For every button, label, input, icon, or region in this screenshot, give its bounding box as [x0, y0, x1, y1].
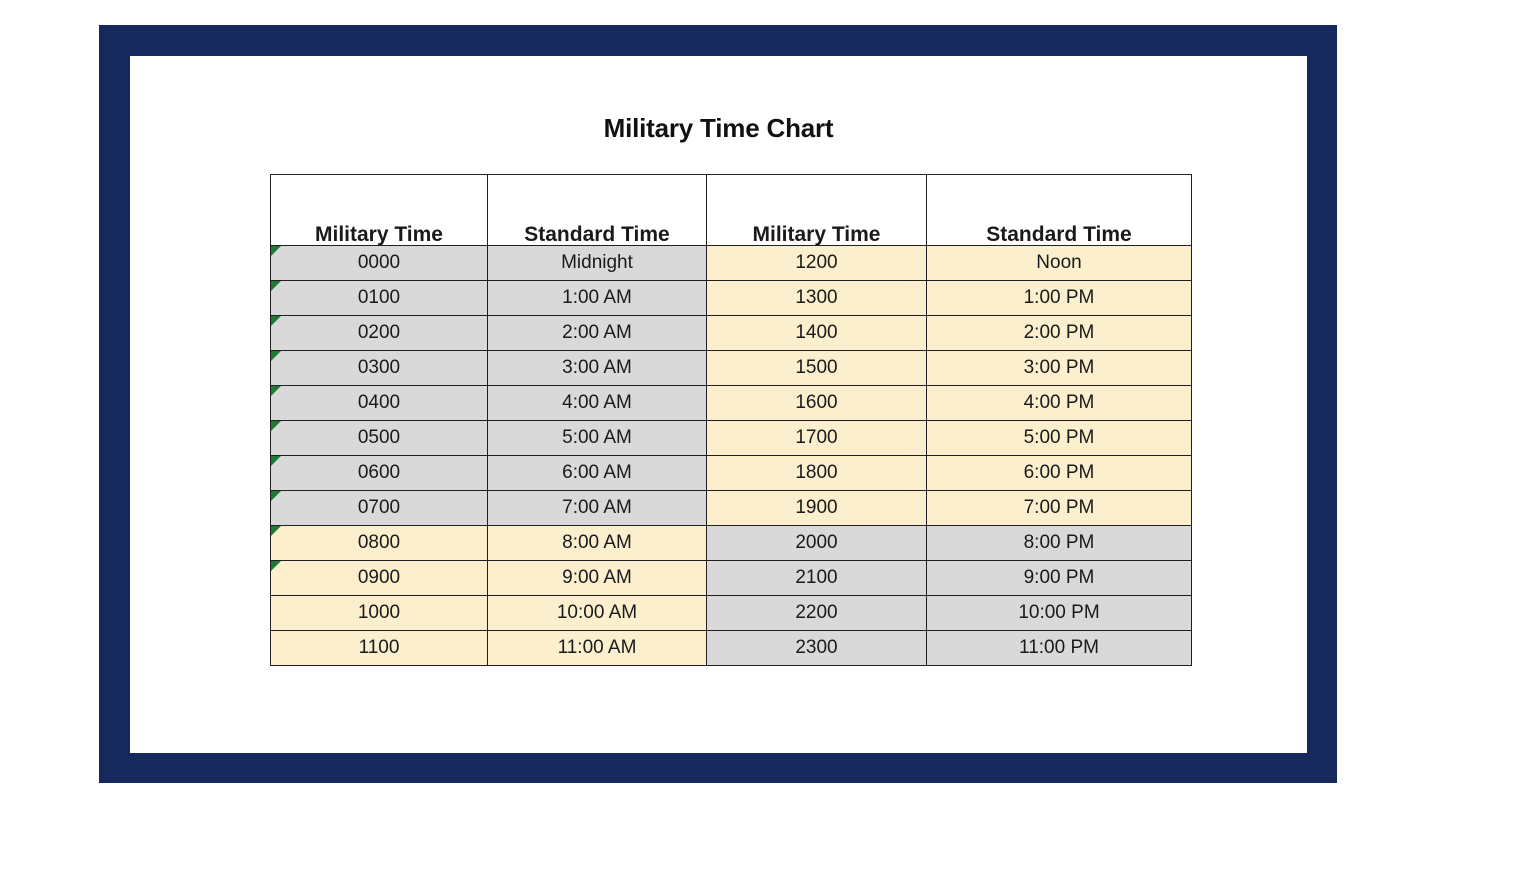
cell-comment-marker-icon	[271, 316, 281, 326]
table-row	[271, 281, 1192, 316]
cell-value: 1000	[357, 602, 401, 623]
military-time-table	[270, 174, 1192, 666]
cell-value: 1700	[795, 427, 838, 448]
cell-value: 8:00 AM	[562, 532, 632, 553]
document-navy-frame	[99, 25, 1337, 783]
cell-value: 11:00 AM	[557, 637, 637, 658]
cell-value: 5:00 AM	[562, 427, 632, 448]
cell-value: 0900	[357, 567, 401, 588]
cell-military-time-pm	[707, 491, 927, 526]
cell-military-time-am	[271, 526, 488, 561]
cell-value: 1900	[795, 497, 838, 518]
cell-standard-time-pm	[927, 456, 1192, 491]
column-header-label: Military Time	[315, 223, 443, 246]
cell-value: 0200	[357, 322, 401, 343]
cell-standard-time-pm	[927, 421, 1192, 456]
cell-value: 0100	[357, 287, 401, 308]
cell-value: 0800	[357, 532, 401, 553]
cell-value: 9:00 AM	[562, 567, 632, 588]
cell-value: 2:00 PM	[1023, 322, 1095, 343]
cell-standard-time-pm	[927, 351, 1192, 386]
cell-value: 1600	[795, 392, 838, 413]
cell-military-time-pm	[707, 386, 927, 421]
cell-military-time-pm	[707, 351, 927, 386]
cell-value: 0300	[357, 357, 401, 378]
cell-value: 0600	[357, 462, 401, 483]
cell-value: Noon	[1036, 252, 1082, 273]
cell-value: 2:00 AM	[562, 322, 632, 343]
cell-standard-time-am	[488, 631, 707, 666]
cell-standard-time-am	[488, 456, 707, 491]
cell-standard-time-am	[488, 246, 707, 281]
cell-standard-time-pm	[927, 246, 1192, 281]
cell-military-time-am	[271, 386, 488, 421]
cell-value: 1100	[358, 637, 400, 658]
table-header-row	[271, 175, 1192, 246]
cell-military-time-am	[271, 491, 488, 526]
cell-military-time-am	[271, 246, 488, 281]
table-row	[271, 246, 1192, 281]
cell-value: 6:00 PM	[1023, 462, 1095, 483]
cell-standard-time-am	[488, 491, 707, 526]
table-row	[271, 421, 1192, 456]
cell-standard-time-am	[488, 526, 707, 561]
cell-standard-time-pm	[927, 281, 1192, 316]
cell-standard-time-pm	[927, 316, 1192, 351]
cell-military-time-am	[271, 561, 488, 596]
table-row	[271, 386, 1192, 421]
cell-comment-marker-icon	[271, 351, 281, 361]
cell-comment-marker-icon	[271, 491, 281, 501]
cell-value: 8:00 PM	[1023, 532, 1095, 553]
cell-value: 0000	[357, 252, 401, 273]
table-row	[271, 456, 1192, 491]
cell-standard-time-pm	[927, 386, 1192, 421]
cell-comment-marker-icon	[271, 456, 281, 466]
column-header-military-time-pm	[707, 175, 927, 246]
cell-value: 3:00 PM	[1023, 357, 1095, 378]
column-header-standard-time-pm	[927, 175, 1192, 246]
cell-value: 2300	[795, 637, 838, 658]
cell-comment-marker-icon	[271, 246, 281, 256]
cell-value: 3:00 AM	[562, 357, 632, 378]
cell-standard-time-pm	[927, 596, 1192, 631]
column-header-label: Military Time	[752, 223, 881, 246]
cell-standard-time-am	[488, 596, 707, 631]
cell-standard-time-pm	[927, 631, 1192, 666]
cell-value: 5:00 PM	[1023, 427, 1095, 448]
cell-value: 6:00 AM	[562, 462, 632, 483]
cell-military-time-pm	[707, 596, 927, 631]
table-header	[271, 175, 1192, 246]
cell-standard-time-pm	[927, 561, 1192, 596]
cell-value: 1800	[795, 462, 838, 483]
cell-military-time-pm	[707, 456, 927, 491]
cell-value: 10:00 AM	[556, 602, 638, 623]
cell-value: 10:00 PM	[1018, 602, 1100, 623]
cell-military-time-am	[271, 281, 488, 316]
cell-comment-marker-icon	[271, 421, 281, 431]
column-header-military-time-am	[271, 175, 488, 246]
table-row	[271, 631, 1192, 666]
cell-military-time-am	[271, 456, 488, 491]
cell-military-time-am	[271, 316, 488, 351]
cell-comment-marker-icon	[271, 526, 281, 536]
cell-value: 0700	[357, 497, 401, 518]
table-row	[271, 316, 1192, 351]
cell-standard-time-am	[488, 316, 707, 351]
cell-military-time-pm	[707, 631, 927, 666]
cell-military-time-am	[271, 421, 488, 456]
cell-value: 9:00 PM	[1023, 567, 1095, 588]
cell-standard-time-pm	[927, 526, 1192, 561]
cell-value: 1300	[795, 287, 838, 308]
cell-military-time-pm	[707, 281, 927, 316]
cell-standard-time-pm	[927, 491, 1192, 526]
cell-value: 7:00 PM	[1023, 497, 1095, 518]
cell-value: 2100	[795, 567, 838, 588]
cell-value: 0500	[357, 427, 401, 448]
cell-comment-marker-icon	[271, 561, 281, 571]
column-header-label: Standard Time	[986, 223, 1132, 246]
cell-military-time-pm	[707, 526, 927, 561]
cell-value: 1500	[795, 357, 838, 378]
cell-value: Midnight	[561, 252, 633, 273]
table-row	[271, 596, 1192, 631]
table-row	[271, 491, 1192, 526]
cell-standard-time-am	[488, 421, 707, 456]
cell-value: 1400	[795, 322, 838, 343]
cell-military-time-am	[271, 631, 488, 666]
cell-value: 4:00 AM	[562, 392, 632, 413]
cell-standard-time-am	[488, 386, 707, 421]
cell-military-time-am	[271, 351, 488, 386]
cell-military-time-am	[271, 596, 488, 631]
cell-value: 0400	[357, 392, 401, 413]
table-row	[271, 351, 1192, 386]
cell-comment-marker-icon	[271, 386, 281, 396]
cell-comment-marker-icon	[271, 281, 281, 291]
document-page	[130, 56, 1307, 753]
page-title: Military Time Chart	[603, 113, 834, 143]
cell-value: 1200	[795, 252, 838, 273]
cell-value: 2200	[795, 602, 838, 623]
cell-military-time-pm	[707, 561, 927, 596]
cell-value: 4:00 PM	[1023, 392, 1095, 413]
cell-value: 11:00 PM	[1019, 637, 1099, 658]
column-header-standard-time-am	[488, 175, 707, 246]
cell-value: 2000	[795, 532, 838, 553]
cell-standard-time-am	[488, 561, 707, 596]
table-row	[271, 526, 1192, 561]
cell-value: 1:00 AM	[562, 287, 632, 308]
cell-military-time-pm	[707, 421, 927, 456]
military-time-table-container	[270, 174, 1191, 666]
cell-military-time-pm	[707, 246, 927, 281]
table-row	[271, 561, 1192, 596]
table-body	[271, 246, 1192, 666]
cell-military-time-pm	[707, 316, 927, 351]
cell-value: 1:00 PM	[1023, 287, 1095, 308]
column-header-label: Standard Time	[524, 223, 670, 246]
cell-standard-time-am	[488, 281, 707, 316]
cell-standard-time-am	[488, 351, 707, 386]
cell-value: 7:00 AM	[562, 497, 632, 518]
